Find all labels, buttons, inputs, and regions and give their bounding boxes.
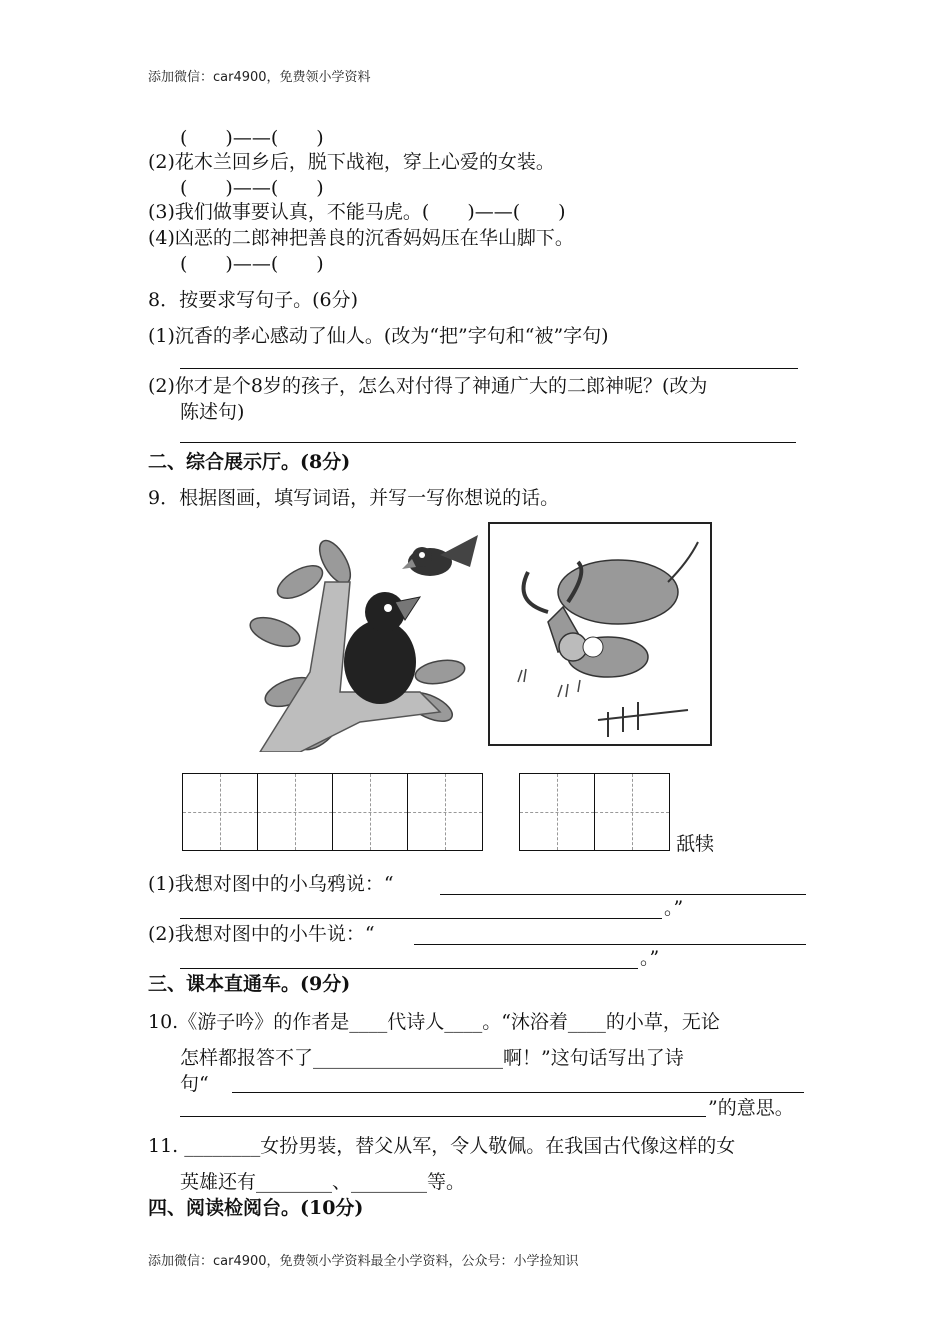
q7-item-3: (3)我们做事要认真，不能马虎。( )——( ) bbox=[148, 201, 566, 223]
answer-line[interactable] bbox=[414, 944, 806, 945]
q9-item-2-end: 。” bbox=[640, 947, 660, 969]
grid-cell[interactable] bbox=[595, 774, 669, 850]
q9-item-1: (1)我想对图中的小乌鸦说：“ bbox=[148, 873, 394, 895]
section-4-title: 四、阅读检阅台。(10分) bbox=[148, 1197, 364, 1219]
grid-cell[interactable] bbox=[258, 774, 333, 850]
q8-item-2-cont: 陈述句) bbox=[180, 401, 245, 423]
q9-grid-suffix: 舐犊 bbox=[676, 833, 715, 855]
q10-line-4-end: ”的意思。 bbox=[708, 1097, 794, 1119]
q8-item-1: (1)沉香的孝心感动了仙人。(改为“把”字句和“被”字句) bbox=[148, 325, 609, 347]
header-note: 添加微信：car4900，免费领小学资料 bbox=[148, 70, 371, 85]
crow-illustration bbox=[240, 522, 490, 752]
q7-answer-pair-2: ( )——( ) bbox=[180, 177, 324, 199]
q10-line-2: 怎样都报答不了____________________啊！”这句话写出了诗 bbox=[180, 1047, 684, 1069]
q10-line-1: 10.《游子吟》的作者是____代诗人____。“沐浴着____的小草，无论 bbox=[148, 1011, 720, 1033]
answer-line[interactable] bbox=[180, 918, 662, 919]
grid-cell[interactable] bbox=[408, 774, 482, 850]
cattle-illustration bbox=[488, 522, 712, 746]
answer-line[interactable] bbox=[180, 1116, 706, 1117]
word-grid-2[interactable] bbox=[519, 773, 670, 851]
word-grid-4[interactable] bbox=[182, 773, 483, 851]
q9-item-1-end: 。” bbox=[664, 897, 684, 919]
section-2-title: 二、综合展示厅。(8分) bbox=[148, 451, 351, 473]
q7-item-2: (2)花木兰回乡后，脱下战袍，穿上心爱的女装。 bbox=[148, 151, 555, 173]
q7-item-4: (4)凶恶的二郎神把善良的沉香妈妈压在华山脚下。 bbox=[148, 227, 574, 249]
q8-heading: 8．按要求写句子。(6分) bbox=[148, 289, 359, 311]
answer-line[interactable] bbox=[180, 442, 796, 443]
q10-line-3: 句“ bbox=[180, 1073, 209, 1095]
answer-line[interactable] bbox=[440, 894, 806, 895]
grid-cell[interactable] bbox=[333, 774, 408, 850]
answer-line[interactable] bbox=[232, 1092, 804, 1093]
footer-note: 添加微信：car4900，免费领小学资料最全小学资料，公众号：小学捡知识 bbox=[148, 1254, 579, 1269]
q7-answer-pair-1: ( )——( ) bbox=[180, 127, 324, 149]
q9-item-2: (2)我想对图中的小牛说：“ bbox=[148, 923, 375, 945]
q9-heading: 9．根据图画，填写词语，并写一写你想说的话。 bbox=[148, 487, 560, 509]
grid-cell[interactable] bbox=[520, 774, 595, 850]
answer-line[interactable] bbox=[180, 368, 798, 369]
q11-line-2: 英雄还有________、________等。 bbox=[180, 1171, 466, 1193]
grid-cell[interactable] bbox=[183, 774, 258, 850]
section-3-title: 三、课本直通车。(9分) bbox=[148, 973, 351, 995]
answer-line[interactable] bbox=[180, 968, 638, 969]
q8-item-2: (2)你才是个8岁的孩子，怎么对付得了神通广大的二郎神呢？(改为 bbox=[148, 375, 708, 397]
q11-line-1: 11. ________女扮男装，替父从军，令人敬佩。在我国古代像这样的女 bbox=[148, 1135, 736, 1157]
q7-answer-pair-4: ( )——( ) bbox=[180, 253, 324, 275]
